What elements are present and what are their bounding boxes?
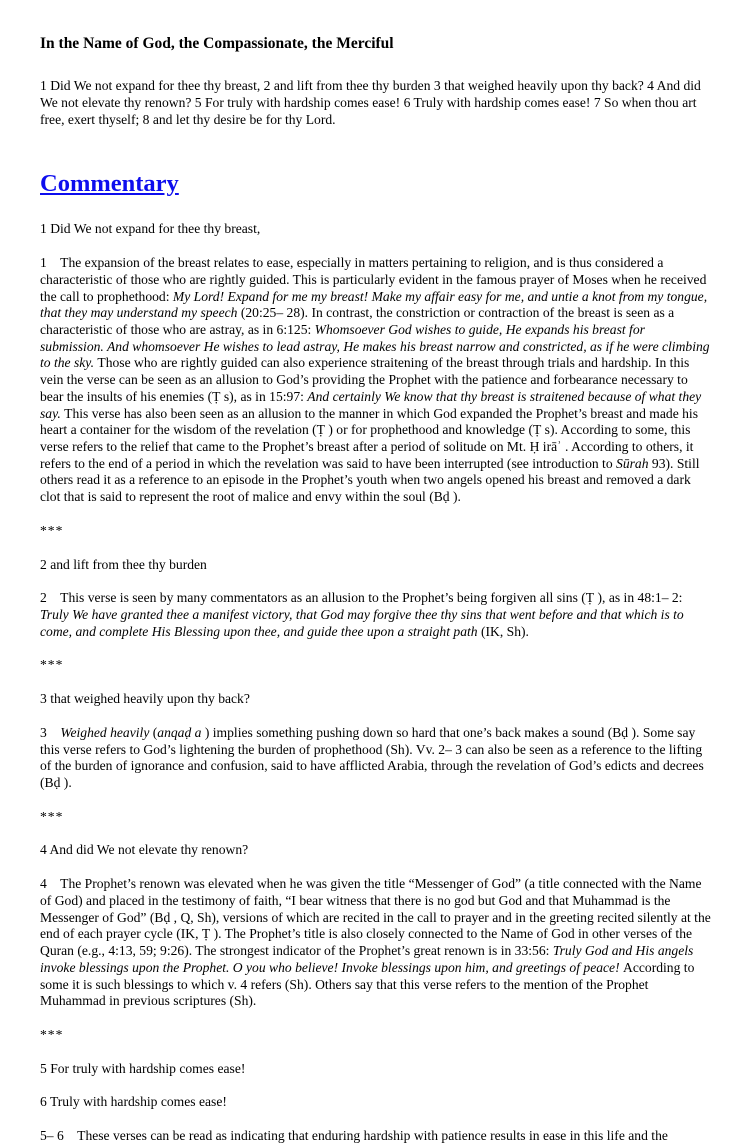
verse-lemma-5: 5 For truly with hardship comes ease!: [40, 1060, 246, 1076]
verse-lemma-6: 6 Truly with hardship comes ease!: [40, 1094, 227, 1110]
surah-verses: 1 Did We not expand for thee thy breast, 2 and lift from thee thy burden 3 that weighed heavily upon thy back? 4 And did We not elevate thy renown? 5 For truly with hardship comes ease! 6 Truly with hardship comes ease! 7 So when thou art free, exert thyself; 8 and let thy desire be for thy Lord.: [40, 78, 701, 127]
verse-lemma-3: 3 that weighed heavily upon thy back?: [40, 691, 250, 707]
verse-lemma-4: 4 And did We not elevate thy renown?: [40, 842, 249, 858]
basmala-heading: In the Name of God, the Compassionate, the Merciful: [40, 35, 394, 52]
section-separator-1: ***: [40, 522, 64, 538]
commentary-paragraph-1: 1 The expansion of the breast relates to ease, especially in matters pertaining to religion, and is thus considered a characteristic of those who are rightly guided. This is particularly evident in the famous prayer of Moses when he received the call to prophethood: My Lord! Expand for me my breast! Make my affair easy for me, and untie a knot from my tongue, that they may understand my speech (20:25– 28). In contrast, the constriction or contraction of the breast is seen as a characteristic of those who are astray, as in 6:125: Whomsoever God wishes to guide, He expands his breast for submission. And whomsoever He wishes to lead astray, He makes his breast narrow and constricted, as if he were climbing to the sky. Those who are rightly guided can also experience straitening of the breast through trials and hardship. In this vein the verse can be seen as an allusion to God’s providing the Prophet with the patience and forbearance necessary to bear the insults of his enemies (Ṭ s), as in 15:97: And certainly We know that thy breast is straitened because of what they say. This verse has also been seen as an allusion to the manner in which God expanded the Prophet’s breast and made his heart a container for the wisdom of the revelation (Ṭ ) or for prophethood and knowledge (Ṭ s). According to some, this verse refers to the relief that came to the Prophet’s breast after a period of solitude on Mt. Ḥ irāʾ . According to others, it refers to the end of a period in which the revelation was said to have been interrupted (see introduction to Sūrah 93). Still others read it as a reference to an episode in the Prophet’s youth when two angels opened his breast and removed a dark clot that is said to represent the root of malice and envy within the soul (Bḍ ).: [40, 255, 710, 505]
verse-lemma-1: 1 Did We not expand for thee thy breast,: [40, 221, 261, 237]
section-separator-4: ***: [40, 1026, 64, 1042]
commentary-paragraph-2: 2 This verse is seen by many commentators as an allusion to the Prophet’s being forgiven all sins (Ṭ ), as in 48:1– 2: Truly We have granted thee a manifest victory, that God may forgive thee thy sins that went before and that which is to come, and complete His Blessing upon thee, and guide thee upon a straight path (IK, Sh).: [40, 590, 684, 639]
verse-lemma-2: 2 and lift from thee thy burden: [40, 556, 207, 572]
section-separator-2: ***: [40, 657, 64, 673]
commentary-heading-link[interactable]: Commentary: [40, 170, 179, 198]
section-separator-3: ***: [40, 808, 64, 824]
commentary-paragraph-5-6: 5– 6 These verses can be read as indicating that enduring hardship with patience results in ease in this life and the: [40, 1128, 668, 1144]
commentary-paragraph-3: 3 Weighed heavily (anqaḍ a ) implies something pushing down so hard that one’s back makes a sound (Bḍ ). Some say this verse refers to God’s lightening the burden of prophethood (Sh). Vv. 2– 3 can also be seen as a reference to the lifting of the burden of ignorance and confusion, said to have afflicted Arabia, through the revelation of God’s edicts and decrees (Bḍ ).: [40, 724, 704, 791]
commentary-heading-row: [40, 145, 712, 221]
commentary-paragraph-4: 4 The Prophet’s renown was elevated when he was given the title “Messenger of God” (a title connected with the Name of God) and placed in the testimony of faith, “I bear witness that there is no god but God and that Muhammad is the Messenger of God” (Bḍ , Q, Sh), versions of which are recited in the call to prayer and in the greeting recited silently at the end of each prayer cycle (IK, Ṭ ). The Prophet’s title is also closely connected to the Name of God in other verses of the Quran (e.g., 4:13, 59; 9:26). The strongest indicator of the Prophet’s great renown is in 33:56: Truly God and His angels invoke blessings upon the Prophet. O you who believe! Invoke blessings upon him, and greetings of peace! According to some it is such blessings to which v. 4 refers (Sh). Others say that this verse refers to the mention of the Prophet Muhammad in previous scriptures (Sh).: [40, 876, 711, 1009]
